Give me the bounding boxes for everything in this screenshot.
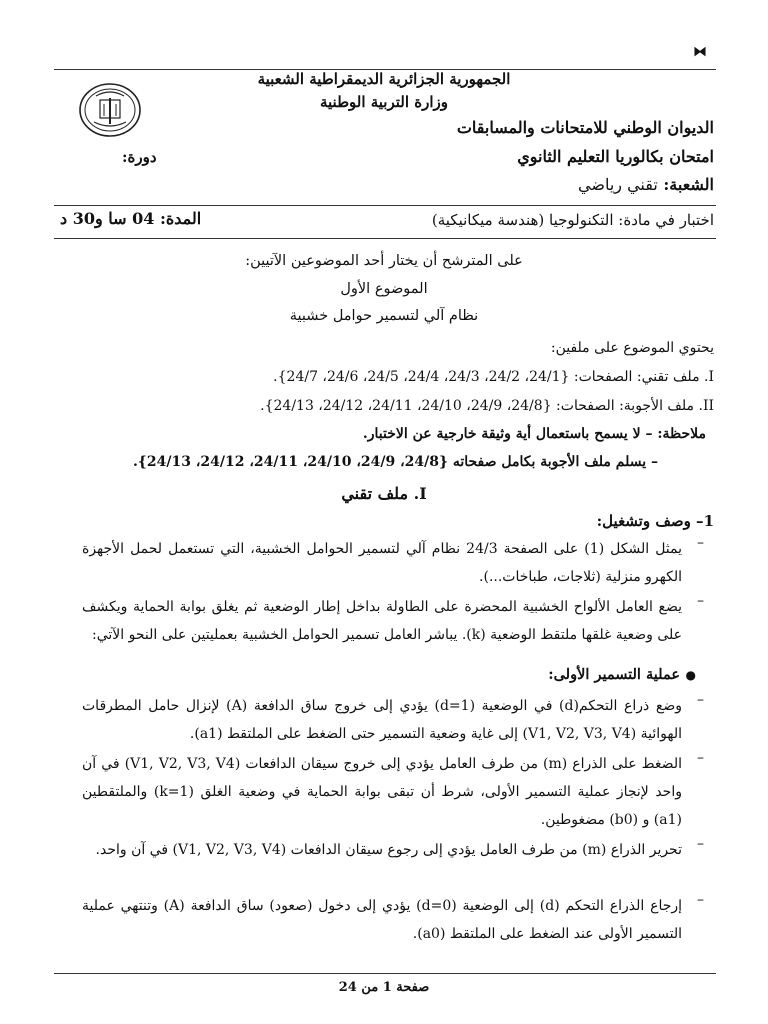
operation-step-2: الضغط على الذراع (m) من طرف العامل يؤدي إلى خروج سيقان الدافعات (V1, V2, V3, V4) في آن واحد لإنجاز عملية التسمير الأولى، شرط أن تبقى بوابة الحماية في وضعية الغلق (k=1) والملتقطين (a1) و (b0) مضغوطين. xyxy=(82,756,682,828)
session-label: دورة: xyxy=(122,148,157,166)
operation-step-1: وضع ذراع التحكم(d) في الوضعية (d=1) يؤدي إلى خروج ساق الدافعة (A) لإنزال حامل المطرقات الهوائية (V1, V2, V3, V4) إلى غاية وضعية التسمير حتى الضغط على الملتقط (a1). xyxy=(82,698,682,742)
description-bullet-1: يمثل الشكل (1) على الصفحة 24/3 نظام آلي لتسمير الحوامل الخشبية، التي تستعمل لحمل الأجهزة الكهرو منزلية (ثلاجات، طباخات...). xyxy=(82,541,683,585)
bullet-dot-icon: ● xyxy=(685,668,696,682)
topic-title: نظام آلي لتسمير حوامل خشبية xyxy=(289,308,479,324)
operation-step-4: إرجاع الذراع التحكم (d) إلى الوضعية (d=0) يؤدي إلى دخول (صعود) ساق الدافعة (A) وتنتهي عملية التسمير الأولى عند الضغط على الملتقط (a0). xyxy=(82,898,683,942)
note-line-2: – يسلم ملف الأجوبة بكامل صفحاته {24/8، 24/9، 24/10، 24/11، 24/12، 24/13}. xyxy=(133,454,658,470)
choose-instruction: على المترشح أن يختار أحد الموضوعين الآتيين: xyxy=(245,253,523,269)
dash-marker: – xyxy=(697,593,704,609)
duration-line: المدة: 04 سا و30 د xyxy=(60,209,202,228)
header-bottom-rule xyxy=(54,238,716,239)
file-item-2: II. ملف الأجوبة: الصفحات: {24/8، 24/9، 24/10، 24/11، 24/12، 24/13}. xyxy=(260,398,714,414)
file-item-1: I. ملف تقني: الصفحات: {24/1، 24/2، 24/3، 24/4، 24/5، 24/6، 24/7}. xyxy=(273,369,714,385)
branch-value: تقني رياضي xyxy=(578,175,658,194)
page-number: صفحة 1 من 24 xyxy=(338,980,430,995)
operation-step-3: تحرير الذراع (m) من طرف العامل يؤدي إلى رجوع سيقان الدافعات (V1, V2, V3, V4) في آن واحد. xyxy=(95,842,682,858)
dash-marker: – xyxy=(697,750,704,766)
dash-marker: – xyxy=(697,692,704,708)
dash-marker: – xyxy=(697,836,704,852)
section-title: I. ملف تقني xyxy=(341,484,427,503)
office-title: الديوان الوطني للامتحانات والمسابقات xyxy=(456,118,714,137)
operation-heading: عملية التسمير الأولى: xyxy=(548,666,680,683)
topic-label: الموضوع الأول xyxy=(340,281,428,297)
branch-line xyxy=(578,175,714,194)
header-mid-rule xyxy=(54,205,716,206)
institution-seal-icon xyxy=(78,82,142,138)
exam-title: امتحان بكالوريا التعليم الثانوي xyxy=(517,147,714,166)
republic-title: الجمهورية الجزائرية الديمقراطية الشعبية xyxy=(257,70,511,88)
dash-marker: – xyxy=(697,892,704,908)
corner-mark: ⧓ xyxy=(693,44,707,60)
ministry-title: وزارة التربية الوطنية xyxy=(319,93,448,111)
contains-line: يحتوي الموضوع على ملفين: xyxy=(550,340,714,356)
branch-label: الشعبة: xyxy=(663,175,714,194)
dash-marker: – xyxy=(697,535,704,551)
footer-rule xyxy=(54,973,716,974)
subject-line: اختبار في مادة: التكنولوجيا (هندسة ميكانيكية) xyxy=(431,211,714,229)
sub-heading: 1– وصف وتشغيل: xyxy=(596,512,714,530)
description-bullet-2: يضع العامل الألواح الخشبية المحضرة على الطاولة بداخل إطار الوضعية ثم يغلق بوابة الحماية ويكشف على وضعية غلقها ملتقط الوضعية (k). يباشر العامل تسمير الحوامل الخشبية بعمليتين على النحو الآتي: xyxy=(82,599,682,643)
note-line: ملاحظة: – لا يسمح باستعمال أية وثيقة خارجية عن الاختبار. xyxy=(362,426,706,442)
